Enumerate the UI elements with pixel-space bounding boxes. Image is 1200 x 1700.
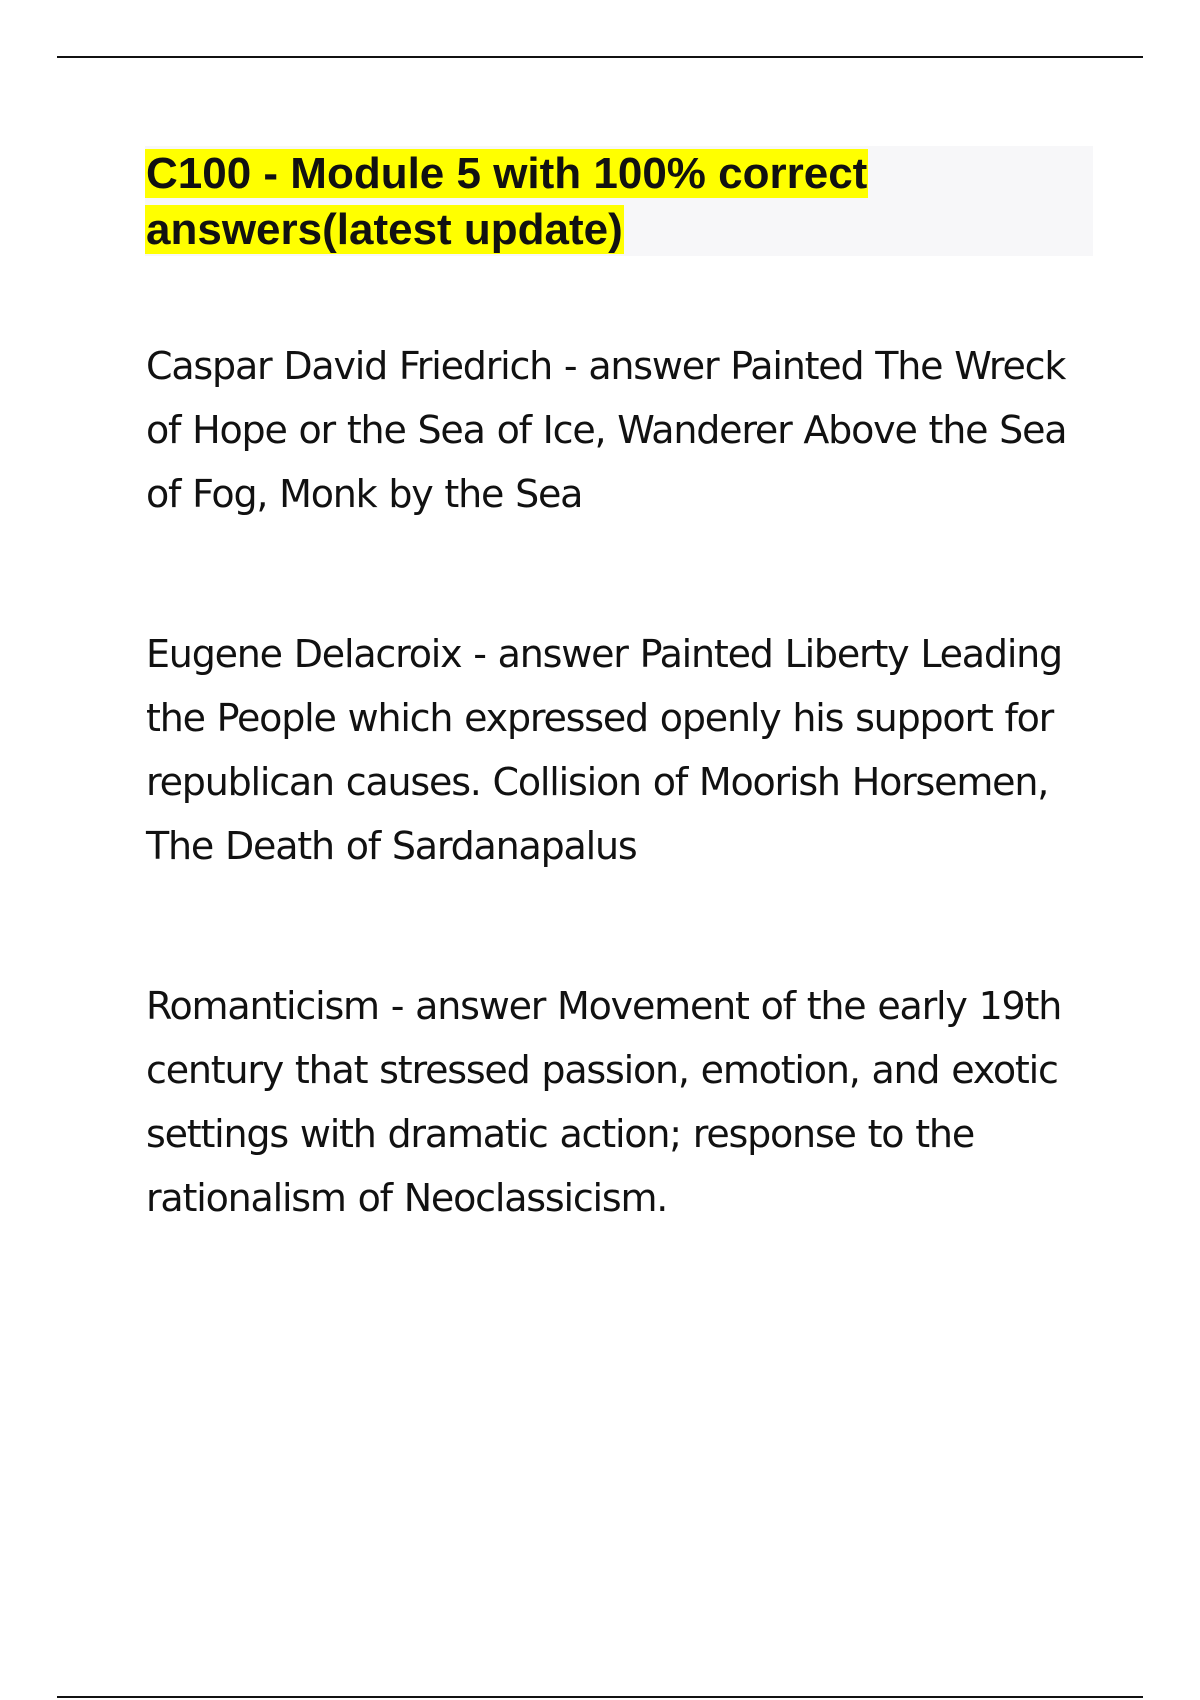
title-line-1: C100 - Module 5 with 100% correct xyxy=(146,149,868,198)
title-line-2: answers(latest update) xyxy=(146,205,623,254)
bottom-divider xyxy=(57,1696,1143,1698)
qa-item-eugene-delacroix: Eugene Delacroix - answer Painted Liberty Leading the People which expressed openly his support for republican causes. Collision of Moorish Horsemen, The Death of Sardanapalus xyxy=(146,632,1062,868)
top-divider xyxy=(57,56,1143,58)
qa-item-romanticism: Romanticism - answer Movement of the early 19th century that stressed passion, emotion, and exotic settings with dramatic action; response to the rationalism of Neoclassicism. xyxy=(146,984,1062,1220)
qa-item-caspar-david-friedrich: Caspar David Friedrich - answer Painted The Wreck of Hope or the Sea of Ice, Wanderer Above the Sea of Fog, Monk by the Sea xyxy=(146,344,1067,516)
document-title xyxy=(145,146,1045,258)
